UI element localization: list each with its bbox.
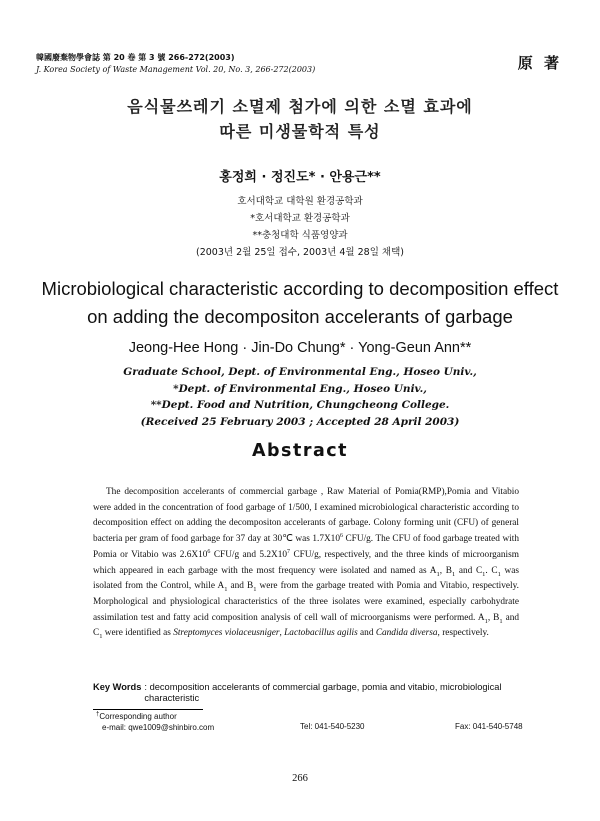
footnote-divider — [93, 709, 203, 710]
english-authors: Jeong-Hee Hong · Jin-Do Chung* · Yong-Geun Ann** — [128, 340, 472, 356]
page-number: 266 — [292, 773, 308, 784]
journal-header — [36, 52, 315, 76]
abstract-heading: Abstract — [251, 441, 349, 461]
korean-title-line2: 따른 미생물학적 특성 — [219, 122, 381, 141]
korean-affiliation-1: 호서대학교 대학원 환경공학과 — [237, 196, 363, 207]
english-title-line1: Microbiological characteristic according to decomposition effect — [41, 278, 559, 299]
corresponding-tel: Tel: 041-540-5230 — [300, 722, 365, 731]
article-type-badge: 原 著 — [517, 54, 562, 72]
corresponding-fax: Fax: 041-540-5748 — [455, 722, 523, 731]
corresponding-email: e-mail: qwe1009@shinbiro.com — [102, 723, 215, 732]
keywords-text: : decomposition accelerants of commercial garbage, pomia and vitabio, microbiological characteristic — [144, 682, 502, 703]
corresponding-author-label: Corresponding author — [99, 712, 177, 721]
english-title — [0, 275, 600, 331]
journal-name-korean: 韓國廢棄物學會誌 第 20 卷 第 3 號 266-272(2003) — [36, 53, 235, 62]
dagger-mark: † — [96, 711, 100, 718]
korean-affiliation-3: **충청대학 식품영양과 — [252, 230, 348, 241]
english-affiliation-2: *Dept. of Environmental Eng., Hoseo Univ., — [173, 382, 427, 395]
abstract-body: The decomposition accelerants of commercial garbage , Raw Material of Pomia(RMP),Pomia and Vitabio were added in the concentration of food garbage of 1/500, I examined microbiological characteristic according to decomposition effect on adding the decompositon accelerants of garbage. Colony forming unit (CFU) of general bacteria per gram of food garbage for 37 day at 30℃ was $1.7X10^6$ CFU/g. The CFU of food garbage treated with Pomia or Vitabio was $2.6X10^6$ CFU/g and $5.2X10^7$ CFU/g, respectively, and the three kinds of microorganism which appeared in each garbage with the most frequency were isolated and named as $A_1$, $B_1$ and $C_1$. $C_1$ was isolated from the Control, while $A_1$ and $B_1$ were from the garbage treated with Pomia and Vitabio, respectively. Morphological and physiological characteristics of the three isolates were examined, especially carbohydrate assimilation test and fatty acid composition analysis of cell wall of microorganisms were performed. $A_1$, $B_1$ and $C_1$ were identified as Streptomyces violaceusniger, Lactobacillus agilis and Candida diversa, respectively. — [93, 487, 520, 641]
corresponding-author-note — [96, 711, 214, 733]
keywords — [93, 682, 523, 704]
korean-title — [0, 94, 600, 144]
korean-received-date: (2003년 2월 25일 접수, 2003년 4월 28일 채택) — [196, 247, 404, 258]
korean-title-line1: 음식물쓰레기 소멸제 첨가에 의한 소멸 효과에 — [127, 97, 473, 116]
korean-affiliation-2: *호서대학교 환경공학과 — [250, 213, 350, 224]
english-title-line2: on adding the decompositon accelerants of garbage — [87, 306, 513, 327]
english-affiliations — [0, 364, 600, 430]
english-affiliation-3: **Dept. Food and Nutrition, Chungcheong College. — [150, 399, 450, 411]
korean-authors: 홍정희 · 정진도* · 안용근** — [219, 170, 381, 185]
journal-name-english: J. Korea Society of Waste Management Vol. 20, No. 3, 266-272(2003) — [36, 65, 316, 74]
keywords-label: Key Words — [93, 682, 142, 692]
english-received-date: (Received 25 February 2003 ; Accepted 28 April 2003) — [140, 415, 460, 428]
english-affiliation-1: Graduate School, Dept. of Environmental Eng., Hoseo Univ., — [123, 366, 477, 378]
korean-affiliations — [0, 193, 600, 261]
